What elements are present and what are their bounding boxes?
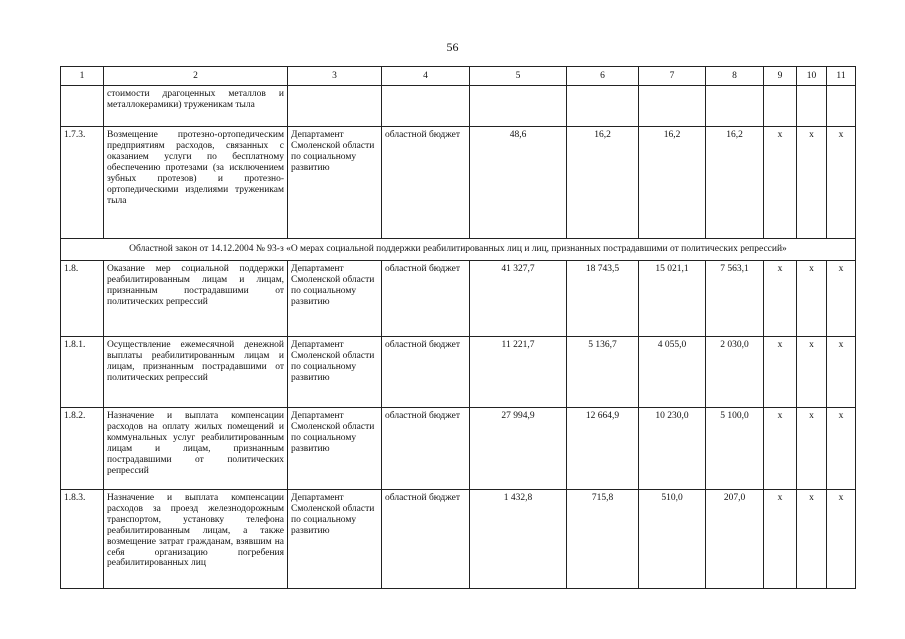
row-value-11: х [827, 336, 856, 407]
row-value-10: х [797, 127, 827, 239]
row-value-10: х [797, 407, 827, 489]
row-value-8: 7 563,1 [706, 260, 764, 336]
row-value-7: 16,2 [639, 127, 706, 239]
row-value-11: х [827, 260, 856, 336]
row-value-9: х [764, 489, 797, 588]
row-description: Назначение и выплата компенсации расходов за проезд железнодорожным транспортом, установку телефона реабилитированным лицам, а также возмещение затрат гражданам, взявшим на себя организацию погребения реабилитированных лиц [104, 489, 288, 588]
row-value-6: 16,2 [567, 127, 639, 239]
header-cell-6: 6 [567, 67, 639, 86]
row-value-8: 5 100,0 [706, 407, 764, 489]
row-value-7: 10 230,0 [639, 407, 706, 489]
row-value-10 [797, 86, 827, 127]
row-number: 1.8.3. [61, 489, 104, 588]
row-description: стоимости драгоценных металлов и металлокерамики) труженикам тыла [104, 86, 288, 127]
row-value-5: 11 221,7 [470, 336, 567, 407]
row-value-11: х [827, 489, 856, 588]
row-value-10: х [797, 260, 827, 336]
row-funding-source: областной бюджет [382, 489, 470, 588]
row-number: 1.8. [61, 260, 104, 336]
row-number [61, 86, 104, 127]
section-title: Областной закон от 14.12.2004 № 93-з «О мерах социальной поддержки реабилитированных лиц и лиц, признанных пострадавшими от политических репрессий» [61, 239, 856, 261]
table-row-1-7-3 [61, 127, 856, 239]
header-cell-4: 4 [382, 67, 470, 86]
header-cell-5: 5 [470, 67, 567, 86]
row-value-7 [639, 86, 706, 127]
header-cell-8: 8 [706, 67, 764, 86]
row-funding-source: областной бюджет [382, 407, 470, 489]
row-value-9: х [764, 260, 797, 336]
row-value-6 [567, 86, 639, 127]
row-description: Назначение и выплата компенсации расходов на оплату жилых помещений и коммунальных услуг реабилитированным лицам и лицам, признанным пострадавшими от политических репрессий [104, 407, 288, 489]
row-description: Возмещение протезно-ортопедическим предприятиям расходов, связанных с оказанием услуги по бесплатному обеспечению протезами (за исключением зубных протезов) и протезно-ортопедическими изделиями труженикам тыла [104, 127, 288, 239]
row-funding-source [382, 86, 470, 127]
row-value-5: 48,6 [470, 127, 567, 239]
row-organization: Департамент Смоленской области по социальному развитию [288, 260, 382, 336]
row-number: 1.8.2. [61, 407, 104, 489]
header-cell-7: 7 [639, 67, 706, 86]
row-value-10: х [797, 489, 827, 588]
page-number: 56 [446, 40, 459, 54]
header-row [61, 67, 856, 86]
row-value-6: 12 664,9 [567, 407, 639, 489]
row-value-5 [470, 86, 567, 127]
row-description: Оказание мер социальной поддержки реабилитированным лицам и лицам, признанным пострадавшими от политических репрессий [104, 260, 288, 336]
header-cell-11: 11 [827, 67, 856, 86]
row-organization: Департамент Смоленской области по социальному развитию [288, 407, 382, 489]
row-value-8: 2 030,0 [706, 336, 764, 407]
row-value-7: 4 055,0 [639, 336, 706, 407]
table-row-1-8-3 [61, 489, 856, 588]
row-value-9: х [764, 336, 797, 407]
program-table [60, 66, 856, 589]
row-funding-source: областной бюджет [382, 336, 470, 407]
row-number: 1.7.3. [61, 127, 104, 239]
row-value-5: 1 432,8 [470, 489, 567, 588]
row-value-9 [764, 86, 797, 127]
header-cell-3: 3 [288, 67, 382, 86]
row-value-11 [827, 86, 856, 127]
row-value-8 [706, 86, 764, 127]
table-body [61, 67, 856, 589]
row-funding-source: областной бюджет [382, 127, 470, 239]
row-value-7: 510,0 [639, 489, 706, 588]
row-description: Осуществление ежемесячной денежной выплаты реабилитированным лицам и лицам, признанным пострадавшими от политических репрессий [104, 336, 288, 407]
table-row-1-8-2 [61, 407, 856, 489]
row-organization [288, 86, 382, 127]
row-value-5: 41 327,7 [470, 260, 567, 336]
table-row-1-8 [61, 260, 856, 336]
row-value-9: х [764, 407, 797, 489]
header-cell-2: 2 [104, 67, 288, 86]
row-organization: Департамент Смоленской области по социальному развитию [288, 127, 382, 239]
row-value-11: х [827, 407, 856, 489]
row-value-9: х [764, 127, 797, 239]
row-organization: Департамент Смоленской области по социальному развитию [288, 489, 382, 588]
row-number: 1.8.1. [61, 336, 104, 407]
row-value-6: 715,8 [567, 489, 639, 588]
row-value-5: 27 994,9 [470, 407, 567, 489]
header-cell-10: 10 [797, 67, 827, 86]
row-value-11: х [827, 127, 856, 239]
row-value-8: 207,0 [706, 489, 764, 588]
header-cell-9: 9 [764, 67, 797, 86]
row-value-8: 16,2 [706, 127, 764, 239]
table-row-continuation [61, 86, 856, 127]
row-value-10: х [797, 336, 827, 407]
row-value-6: 5 136,7 [567, 336, 639, 407]
table-row-1-8-1 [61, 336, 856, 407]
row-value-7: 15 021,1 [639, 260, 706, 336]
section-row [61, 239, 856, 261]
header-cell-1: 1 [61, 67, 104, 86]
row-funding-source: областной бюджет [382, 260, 470, 336]
row-organization: Департамент Смоленской области по социальному развитию [288, 336, 382, 407]
row-value-6: 18 743,5 [567, 260, 639, 336]
